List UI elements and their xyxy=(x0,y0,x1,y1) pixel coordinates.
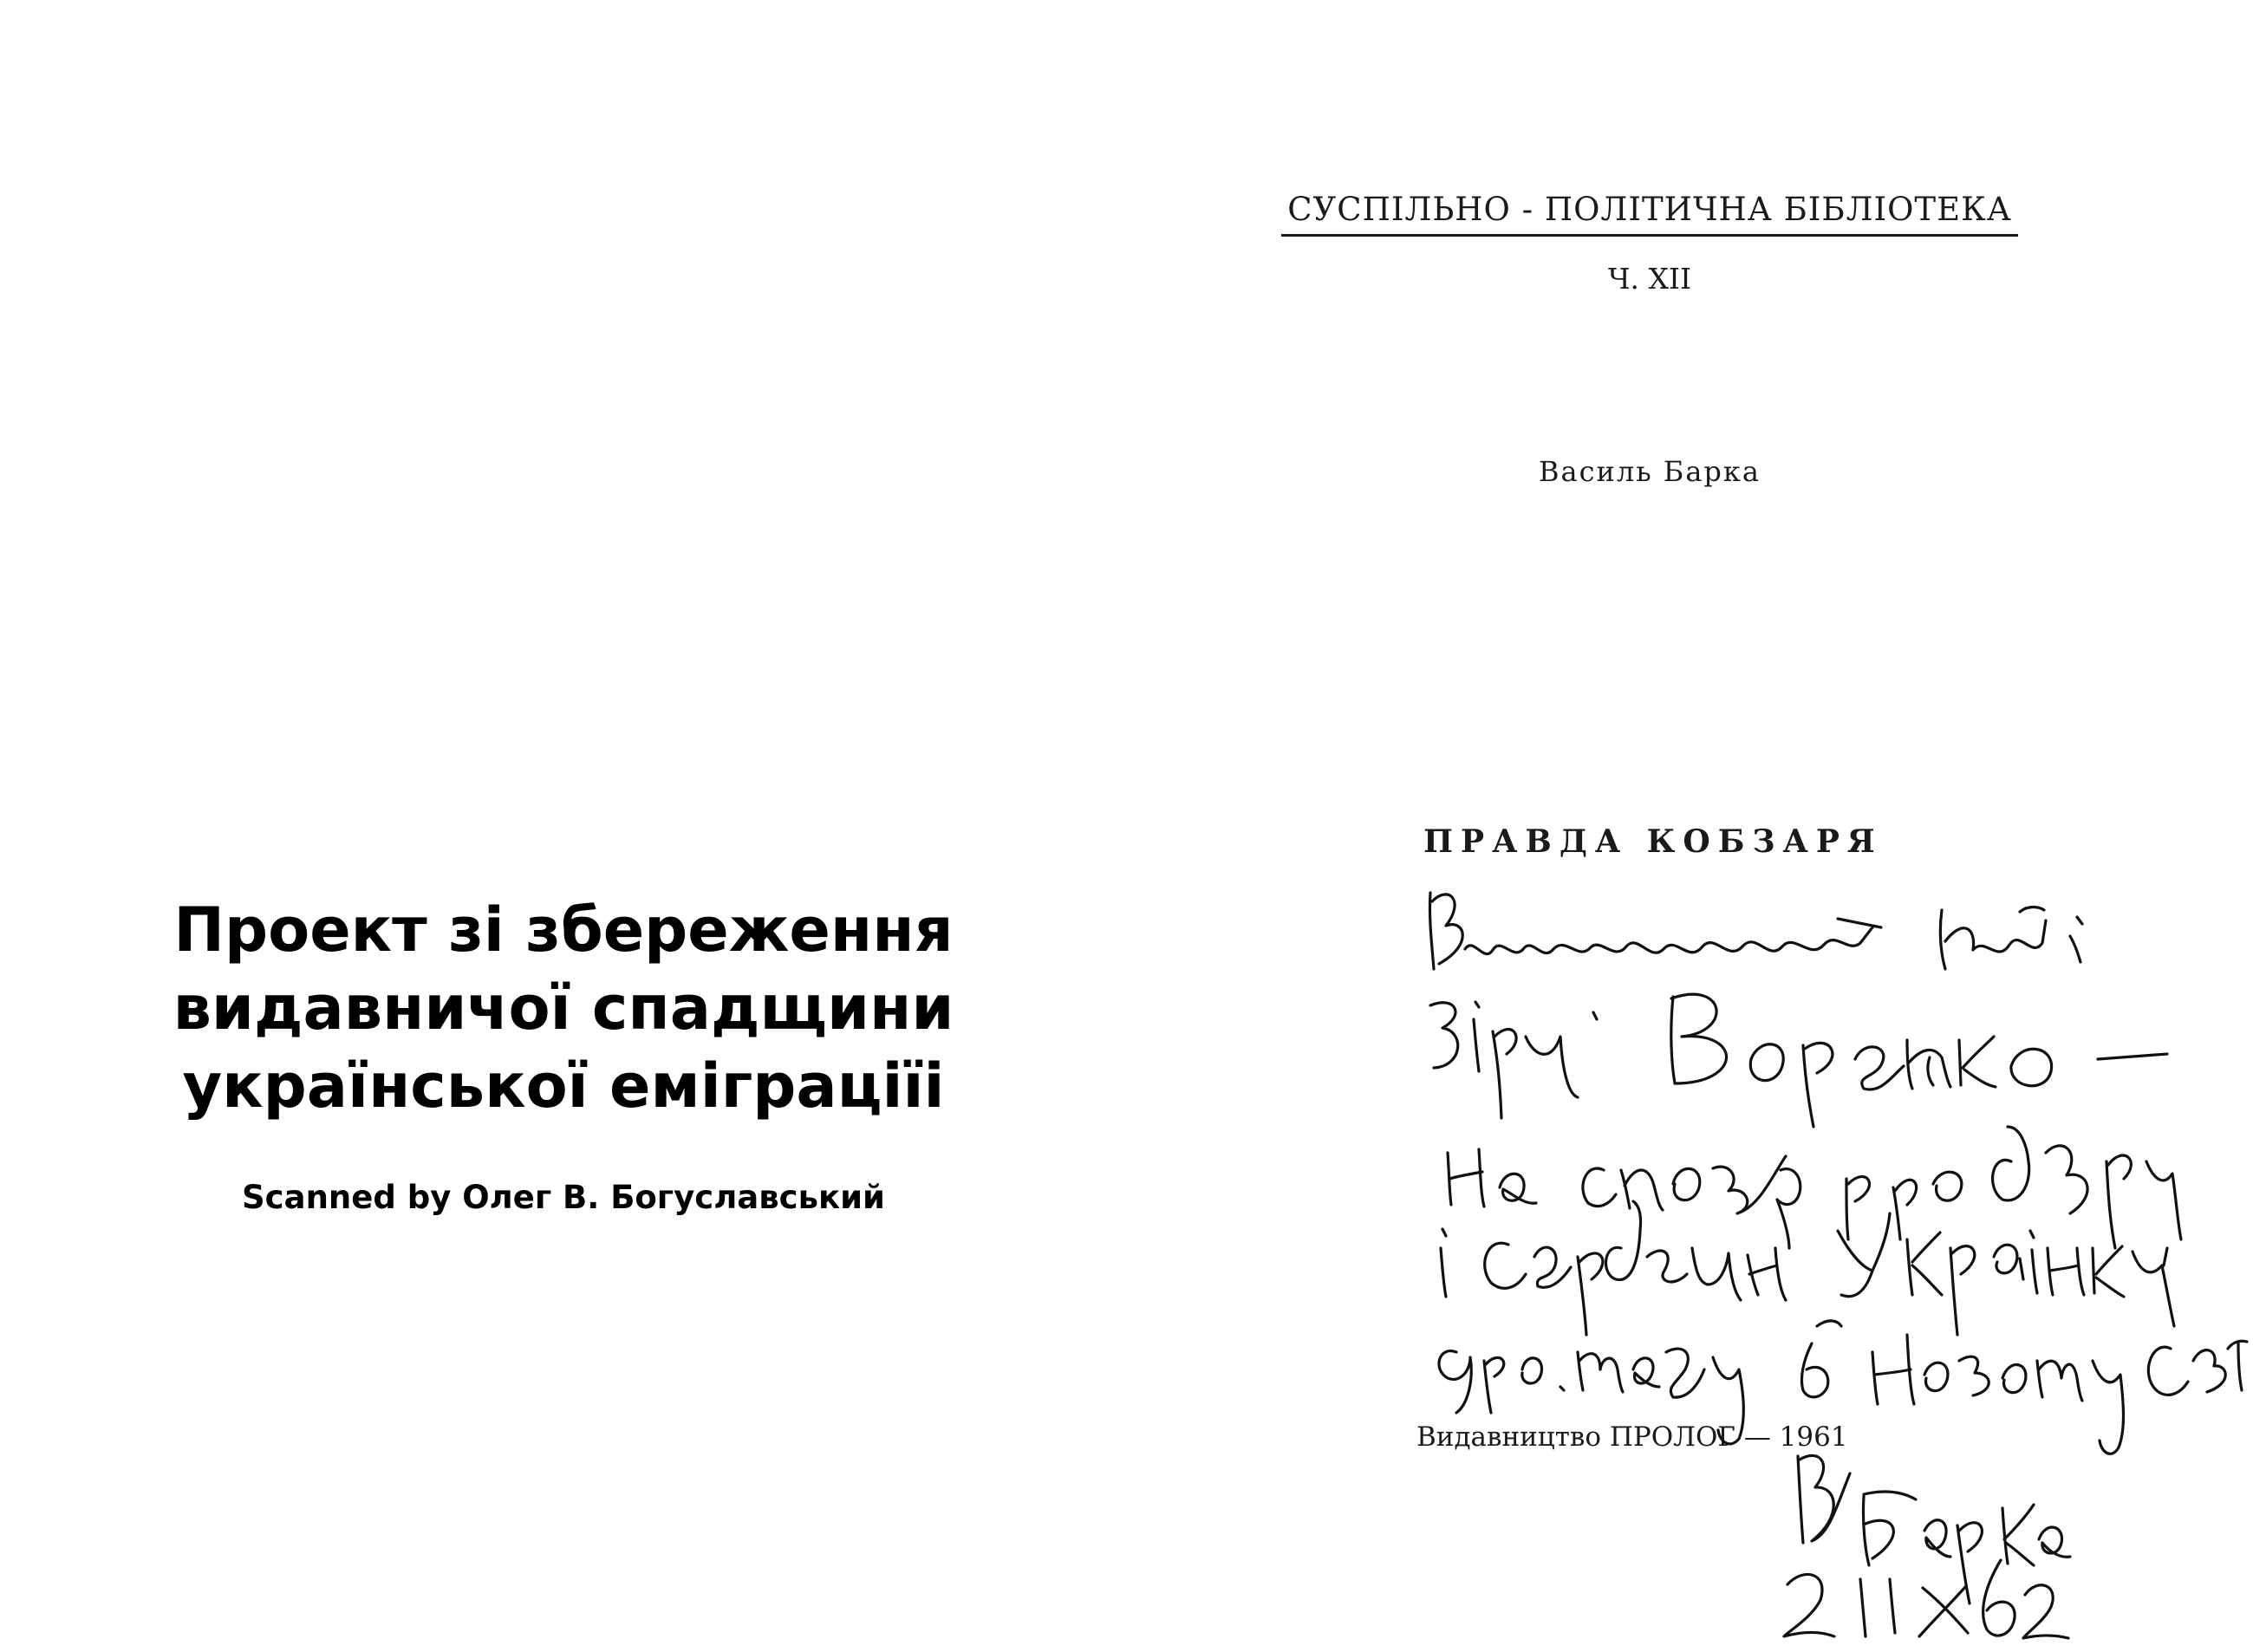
project-title-line-2: видавничої спадщини xyxy=(173,972,954,1044)
author-name: Василь Барка xyxy=(1539,455,1761,488)
series-part-number: Ч. XII xyxy=(1607,262,1692,296)
series-underline xyxy=(1281,234,2018,237)
project-title-line-3: української еміграціїі xyxy=(182,1050,945,1122)
series-title: СУСПІЛЬНО - ПОЛІТИЧНА БІБЛІОТЕКА xyxy=(1287,191,2012,228)
scanned-by-credit: Scanned by Олег В. Богуславський xyxy=(242,1179,885,1216)
project-title-line-1: Проект зі збереження xyxy=(173,894,954,966)
book-title: ПРАВДА КОБЗАРЯ xyxy=(1423,823,1883,860)
project-title xyxy=(87,891,1040,1125)
publisher-line: Видавництво ПРОЛОГ — 1961 xyxy=(1416,1421,1848,1453)
